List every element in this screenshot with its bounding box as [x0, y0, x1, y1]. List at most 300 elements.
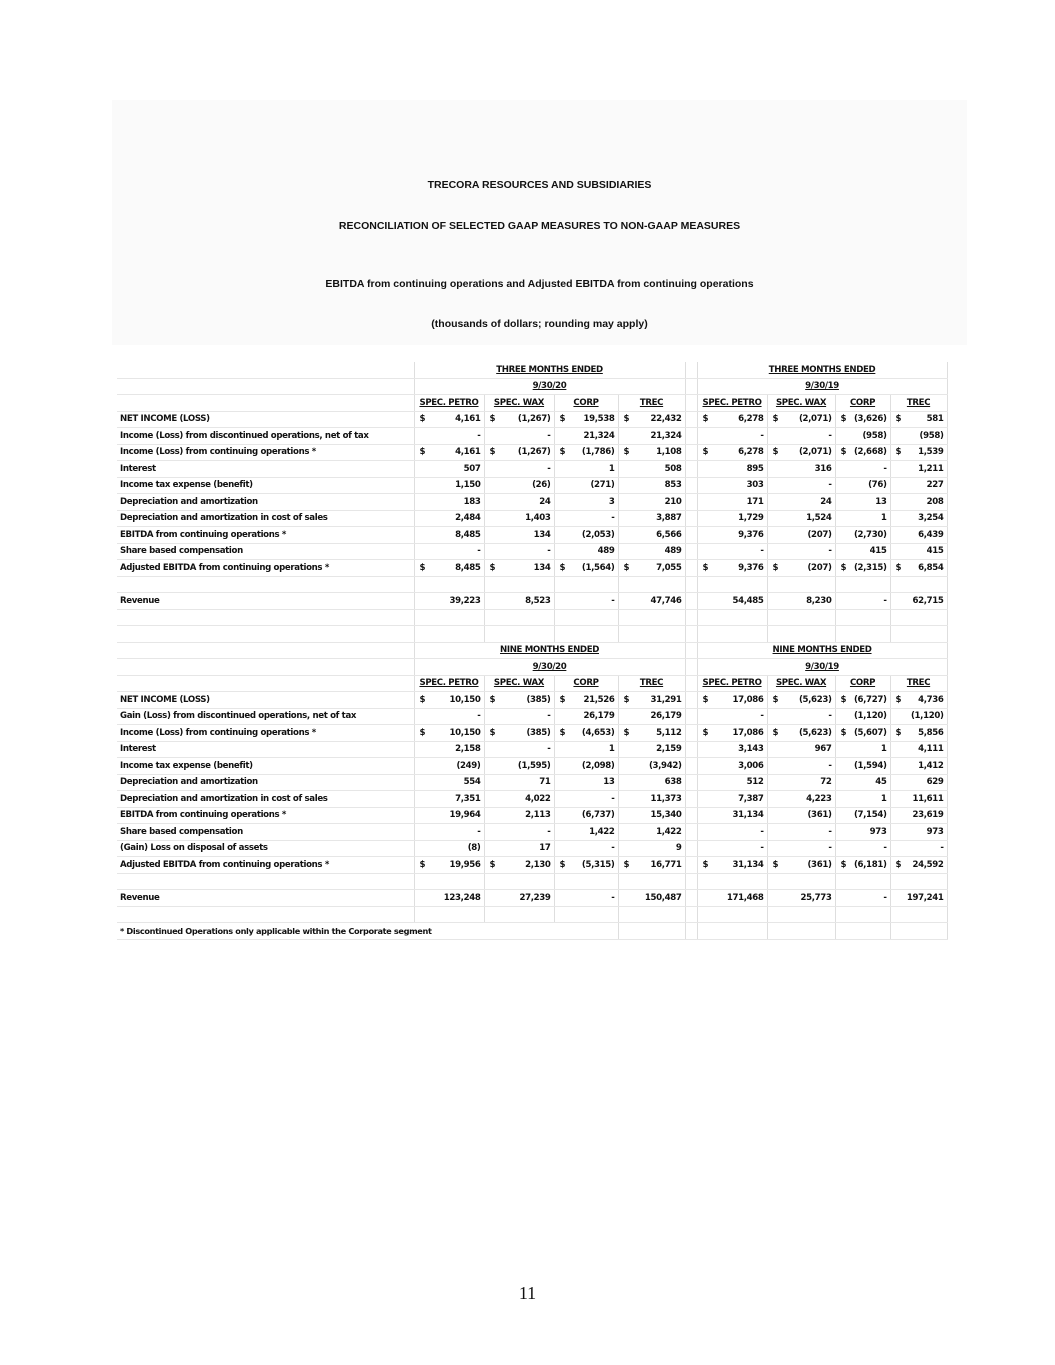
value-cell — [890, 543, 947, 560]
value: 2,158 — [455, 744, 481, 755]
row-label: Share based compensation — [117, 543, 414, 560]
date-header-row — [117, 659, 947, 676]
value: 2,113 — [525, 810, 551, 821]
table-row — [117, 477, 947, 494]
value: 10,150 — [449, 694, 481, 705]
value-cell — [414, 741, 484, 758]
empty-cell — [685, 675, 697, 692]
reconciliation-table — [117, 362, 948, 940]
value: - — [477, 711, 481, 722]
value-cell — [697, 444, 767, 461]
value-cell — [697, 692, 767, 709]
row-label: Depreciation and amortization in cost of sales — [117, 510, 414, 527]
value-cell — [618, 857, 685, 874]
value: (1,564) — [581, 562, 615, 573]
table-row — [117, 741, 947, 758]
value: (958) — [862, 430, 887, 441]
value: - — [611, 843, 615, 854]
value: 1 — [880, 513, 887, 524]
value: 11,611 — [912, 793, 944, 804]
value-cell — [890, 758, 947, 775]
dollar-sign: $ — [772, 414, 779, 425]
dollar-sign: $ — [559, 694, 566, 705]
value-cell — [414, 692, 484, 709]
value: 197,241 — [906, 892, 944, 903]
dollar-sign: $ — [772, 562, 779, 573]
value: 210 — [664, 496, 682, 507]
table-row — [117, 774, 947, 791]
empty-cell — [685, 362, 697, 378]
column-header: CORP — [554, 675, 618, 692]
dollar-sign: $ — [419, 562, 426, 573]
value-cell — [618, 791, 685, 808]
empty-cell — [767, 906, 835, 923]
empty-cell — [835, 609, 890, 626]
value: - — [940, 843, 944, 854]
column-header: CORP — [554, 395, 618, 412]
empty-cell — [117, 609, 414, 626]
value-cell — [890, 527, 947, 544]
period-date-2019: 9/30/19 — [697, 378, 947, 395]
value: (2,071) — [798, 447, 832, 458]
value-cell — [890, 824, 947, 841]
value: 208 — [926, 496, 944, 507]
value-cell — [618, 725, 685, 742]
dollar-sign: $ — [895, 727, 902, 738]
value: (2,315) — [853, 562, 887, 573]
value: 508 — [664, 463, 682, 474]
value-cell — [484, 543, 554, 560]
empty-cell — [414, 626, 484, 643]
value-cell — [835, 428, 890, 445]
empty-cell — [697, 906, 767, 923]
value-cell — [554, 824, 618, 841]
dollar-sign: $ — [623, 447, 630, 458]
value-cell — [835, 494, 890, 511]
spacer-row — [117, 873, 947, 890]
empty-cell — [117, 659, 414, 676]
value-cell — [618, 741, 685, 758]
value: 22,432 — [650, 414, 682, 425]
value: 2,130 — [525, 859, 551, 870]
value: 5,856 — [918, 727, 944, 738]
value-cell — [484, 774, 554, 791]
value: 1,422 — [589, 826, 615, 837]
value-cell — [890, 593, 947, 610]
value-cell — [618, 692, 685, 709]
column-header-row — [117, 395, 947, 412]
value: 21,324 — [650, 430, 682, 441]
value-cell — [697, 494, 767, 511]
empty-cell — [685, 791, 697, 808]
value-cell — [767, 890, 835, 907]
empty-cell — [685, 857, 697, 874]
value: 17,086 — [732, 694, 764, 705]
dollar-sign: $ — [559, 414, 566, 425]
value-cell — [414, 890, 484, 907]
empty-cell — [117, 873, 414, 890]
dollar-sign: $ — [623, 859, 630, 870]
value: 4,161 — [455, 414, 481, 425]
value-cell — [697, 411, 767, 428]
value-cell — [835, 725, 890, 742]
value-cell — [767, 411, 835, 428]
empty-cell — [685, 576, 697, 593]
value: 31,134 — [732, 859, 764, 870]
value: - — [760, 546, 764, 557]
value-cell — [697, 741, 767, 758]
value-cell — [767, 593, 835, 610]
value: (2,668) — [853, 447, 887, 458]
value-cell — [767, 824, 835, 841]
value-cell — [554, 857, 618, 874]
empty-cell — [685, 378, 697, 395]
dollar-sign: $ — [895, 414, 902, 425]
value-cell — [767, 708, 835, 725]
period-date-2019: 9/30/19 — [697, 659, 947, 676]
value-cell — [890, 428, 947, 445]
value-cell — [890, 807, 947, 824]
value-cell — [414, 428, 484, 445]
value: 72 — [820, 777, 832, 788]
value-cell — [697, 708, 767, 725]
value-cell — [618, 444, 685, 461]
value: - — [760, 826, 764, 837]
value-cell — [767, 758, 835, 775]
value-cell — [484, 824, 554, 841]
dollar-sign: $ — [772, 859, 779, 870]
value-cell — [618, 494, 685, 511]
value-cell — [554, 692, 618, 709]
value: - — [547, 711, 551, 722]
dollar-sign: $ — [623, 414, 630, 425]
value: 13 — [875, 496, 887, 507]
row-label: Interest — [117, 741, 414, 758]
value: 4,111 — [918, 744, 944, 755]
value-cell — [618, 510, 685, 527]
value: (1,267) — [517, 414, 551, 425]
row-label: Income (Loss) from continuing operations * — [117, 725, 414, 742]
value: 489 — [597, 546, 615, 557]
value: 554 — [463, 777, 481, 788]
dollar-sign: $ — [559, 727, 566, 738]
value: 7,351 — [455, 793, 481, 804]
empty-cell — [685, 527, 697, 544]
value-cell — [484, 758, 554, 775]
dollar-sign: $ — [489, 727, 496, 738]
period-label-2020: NINE MONTHS ENDED — [414, 642, 685, 659]
empty-cell — [117, 576, 414, 593]
value-cell — [414, 824, 484, 841]
value: 16,771 — [650, 859, 682, 870]
dollar-sign: $ — [419, 727, 426, 738]
dollar-sign: $ — [702, 414, 709, 425]
empty-cell — [685, 461, 697, 478]
table-row — [117, 692, 947, 709]
empty-cell — [890, 626, 947, 643]
value: 5,112 — [656, 727, 682, 738]
spacer-row — [117, 626, 947, 643]
value: - — [760, 430, 764, 441]
row-label: EBITDA from continuing operations * — [117, 807, 414, 824]
value: 1,211 — [918, 463, 944, 474]
value-cell — [697, 527, 767, 544]
row-label: Revenue — [117, 593, 414, 610]
value-cell — [767, 741, 835, 758]
value-cell — [554, 560, 618, 577]
footnote: * Discontinued Operations only applicable within the Corporate segment — [117, 923, 618, 940]
value-cell — [890, 890, 947, 907]
empty-cell — [117, 675, 414, 692]
value-cell — [618, 824, 685, 841]
value: (2,730) — [853, 529, 887, 540]
column-header: SPEC. WAX — [767, 675, 835, 692]
empty-cell — [685, 477, 697, 494]
value-cell — [554, 741, 618, 758]
row-label: Interest — [117, 461, 414, 478]
value-cell — [890, 791, 947, 808]
value: - — [547, 826, 551, 837]
value: 316 — [814, 463, 832, 474]
row-label: Share based compensation — [117, 824, 414, 841]
period-label-2020: THREE MONTHS ENDED — [414, 362, 685, 378]
value: 1 — [608, 744, 615, 755]
dollar-sign: $ — [623, 562, 630, 573]
value: 1,403 — [525, 513, 551, 524]
empty-cell — [618, 923, 685, 940]
empty-cell — [685, 428, 697, 445]
value: - — [883, 843, 887, 854]
value: (8) — [467, 843, 481, 854]
table-row — [117, 411, 947, 428]
value: (1,786) — [581, 447, 615, 458]
empty-cell — [685, 741, 697, 758]
value-cell — [697, 510, 767, 527]
table-row — [117, 758, 947, 775]
value-cell — [618, 461, 685, 478]
empty-cell — [697, 873, 767, 890]
value: (26) — [532, 480, 551, 491]
value-cell — [697, 758, 767, 775]
table-row — [117, 840, 947, 857]
value: (6,727) — [853, 694, 887, 705]
value: - — [883, 463, 887, 474]
empty-cell — [554, 609, 618, 626]
value: (271) — [590, 480, 615, 491]
value-cell — [484, 692, 554, 709]
value-cell — [484, 411, 554, 428]
value-cell — [414, 708, 484, 725]
empty-cell — [697, 576, 767, 593]
dollar-sign: $ — [419, 694, 426, 705]
row-label: Gain (Loss) from discontinued operations, net of tax — [117, 708, 414, 725]
value: 8,523 — [525, 595, 551, 606]
value-cell — [835, 510, 890, 527]
value: 1,539 — [918, 447, 944, 458]
table-row — [117, 807, 947, 824]
value: 171,468 — [726, 892, 764, 903]
value-cell — [890, 477, 947, 494]
empty-cell — [767, 576, 835, 593]
dollar-sign: $ — [489, 859, 496, 870]
period-date-2020: 9/30/20 — [414, 659, 685, 676]
dollar-sign: $ — [419, 414, 426, 425]
value: 1,108 — [656, 447, 682, 458]
value-cell — [414, 527, 484, 544]
row-label: (Gain) Loss on disposal of assets — [117, 840, 414, 857]
value-cell — [890, 708, 947, 725]
value: - — [828, 826, 832, 837]
value-cell — [697, 774, 767, 791]
value: 134 — [533, 562, 551, 573]
value: 62,715 — [912, 595, 944, 606]
value-cell — [835, 791, 890, 808]
empty-cell — [767, 873, 835, 890]
empty-cell — [685, 890, 697, 907]
value-cell — [890, 411, 947, 428]
value: 512 — [746, 777, 764, 788]
value: 11,373 — [650, 793, 682, 804]
value-cell — [890, 741, 947, 758]
empty-cell — [767, 923, 835, 940]
value: 31,134 — [732, 810, 764, 821]
row-label: Revenue — [117, 890, 414, 907]
value: (5,315) — [581, 859, 615, 870]
value-cell — [414, 758, 484, 775]
value: - — [760, 843, 764, 854]
spacer-row — [117, 609, 947, 626]
row-label: Income tax expense (benefit) — [117, 477, 414, 494]
value-cell — [697, 807, 767, 824]
empty-cell — [685, 494, 697, 511]
table-row — [117, 791, 947, 808]
value: - — [883, 892, 887, 903]
empty-cell — [685, 560, 697, 577]
value-cell — [554, 477, 618, 494]
value-cell — [484, 840, 554, 857]
value: 8,485 — [455, 529, 481, 540]
value-cell — [767, 494, 835, 511]
table-row — [117, 560, 947, 577]
table-row — [117, 444, 947, 461]
empty-cell — [484, 873, 554, 890]
value-cell — [618, 477, 685, 494]
empty-cell — [890, 576, 947, 593]
value-cell — [697, 543, 767, 560]
empty-cell — [618, 609, 685, 626]
value-cell — [554, 708, 618, 725]
value: (5,607) — [853, 727, 887, 738]
value: (361) — [807, 859, 832, 870]
value: 7,055 — [656, 562, 682, 573]
empty-cell — [685, 444, 697, 461]
value: 4,022 — [525, 793, 551, 804]
value-cell — [484, 725, 554, 742]
value-cell — [890, 692, 947, 709]
dollar-sign: $ — [702, 562, 709, 573]
value: 25,773 — [800, 892, 832, 903]
value-cell — [484, 791, 554, 808]
column-header: TREC — [618, 395, 685, 412]
value: 6,854 — [918, 562, 944, 573]
value-cell — [835, 741, 890, 758]
value-cell — [484, 510, 554, 527]
value-cell — [890, 461, 947, 478]
value: 638 — [664, 777, 682, 788]
value-cell — [484, 444, 554, 461]
value: - — [611, 892, 615, 903]
value-cell — [414, 774, 484, 791]
dollar-sign: $ — [772, 694, 779, 705]
value-cell — [414, 510, 484, 527]
value: (1,594) — [853, 760, 887, 771]
empty-cell — [685, 692, 697, 709]
value: - — [828, 430, 832, 441]
value: 21,324 — [583, 430, 615, 441]
value: 4,161 — [455, 447, 481, 458]
value-cell — [890, 510, 947, 527]
empty-cell — [835, 576, 890, 593]
dollar-sign: $ — [840, 447, 847, 458]
value: 3 — [608, 496, 615, 507]
value: 7,387 — [738, 793, 764, 804]
page-number: 11 — [518, 1283, 537, 1303]
dollar-sign: $ — [419, 447, 426, 458]
value-cell — [835, 477, 890, 494]
value-cell — [767, 692, 835, 709]
empty-cell — [685, 626, 697, 643]
value: (4,653) — [581, 727, 615, 738]
value-cell — [835, 890, 890, 907]
value-cell — [767, 461, 835, 478]
empty-cell — [685, 840, 697, 857]
value-cell — [890, 560, 947, 577]
value-cell — [618, 774, 685, 791]
value-cell — [697, 477, 767, 494]
value-cell — [835, 560, 890, 577]
value-cell — [554, 494, 618, 511]
value-cell — [767, 444, 835, 461]
value-cell — [767, 527, 835, 544]
value-cell — [618, 411, 685, 428]
value-cell — [554, 411, 618, 428]
units-note: (thousands of dollars; rounding may apply) — [431, 318, 648, 330]
empty-cell — [484, 609, 554, 626]
dollar-sign: $ — [840, 562, 847, 573]
period-header-row — [117, 642, 947, 659]
date-header-row — [117, 378, 947, 395]
value: (6,737) — [581, 810, 615, 821]
value-cell — [618, 840, 685, 857]
value: 21,526 — [583, 694, 615, 705]
table-row — [117, 527, 947, 544]
value: 150,487 — [644, 892, 682, 903]
value-cell — [554, 758, 618, 775]
value-cell — [835, 708, 890, 725]
value: 1 — [608, 463, 615, 474]
row-label: NET INCOME (LOSS) — [117, 692, 414, 709]
column-header: TREC — [890, 395, 947, 412]
dollar-sign: $ — [895, 447, 902, 458]
empty-cell — [685, 411, 697, 428]
value: 8,230 — [806, 595, 832, 606]
value: (2,053) — [581, 529, 615, 540]
value: 13 — [603, 777, 615, 788]
empty-cell — [618, 576, 685, 593]
row-label: Income (Loss) from continuing operations * — [117, 444, 414, 461]
value: 1,412 — [918, 760, 944, 771]
dollar-sign: $ — [702, 447, 709, 458]
